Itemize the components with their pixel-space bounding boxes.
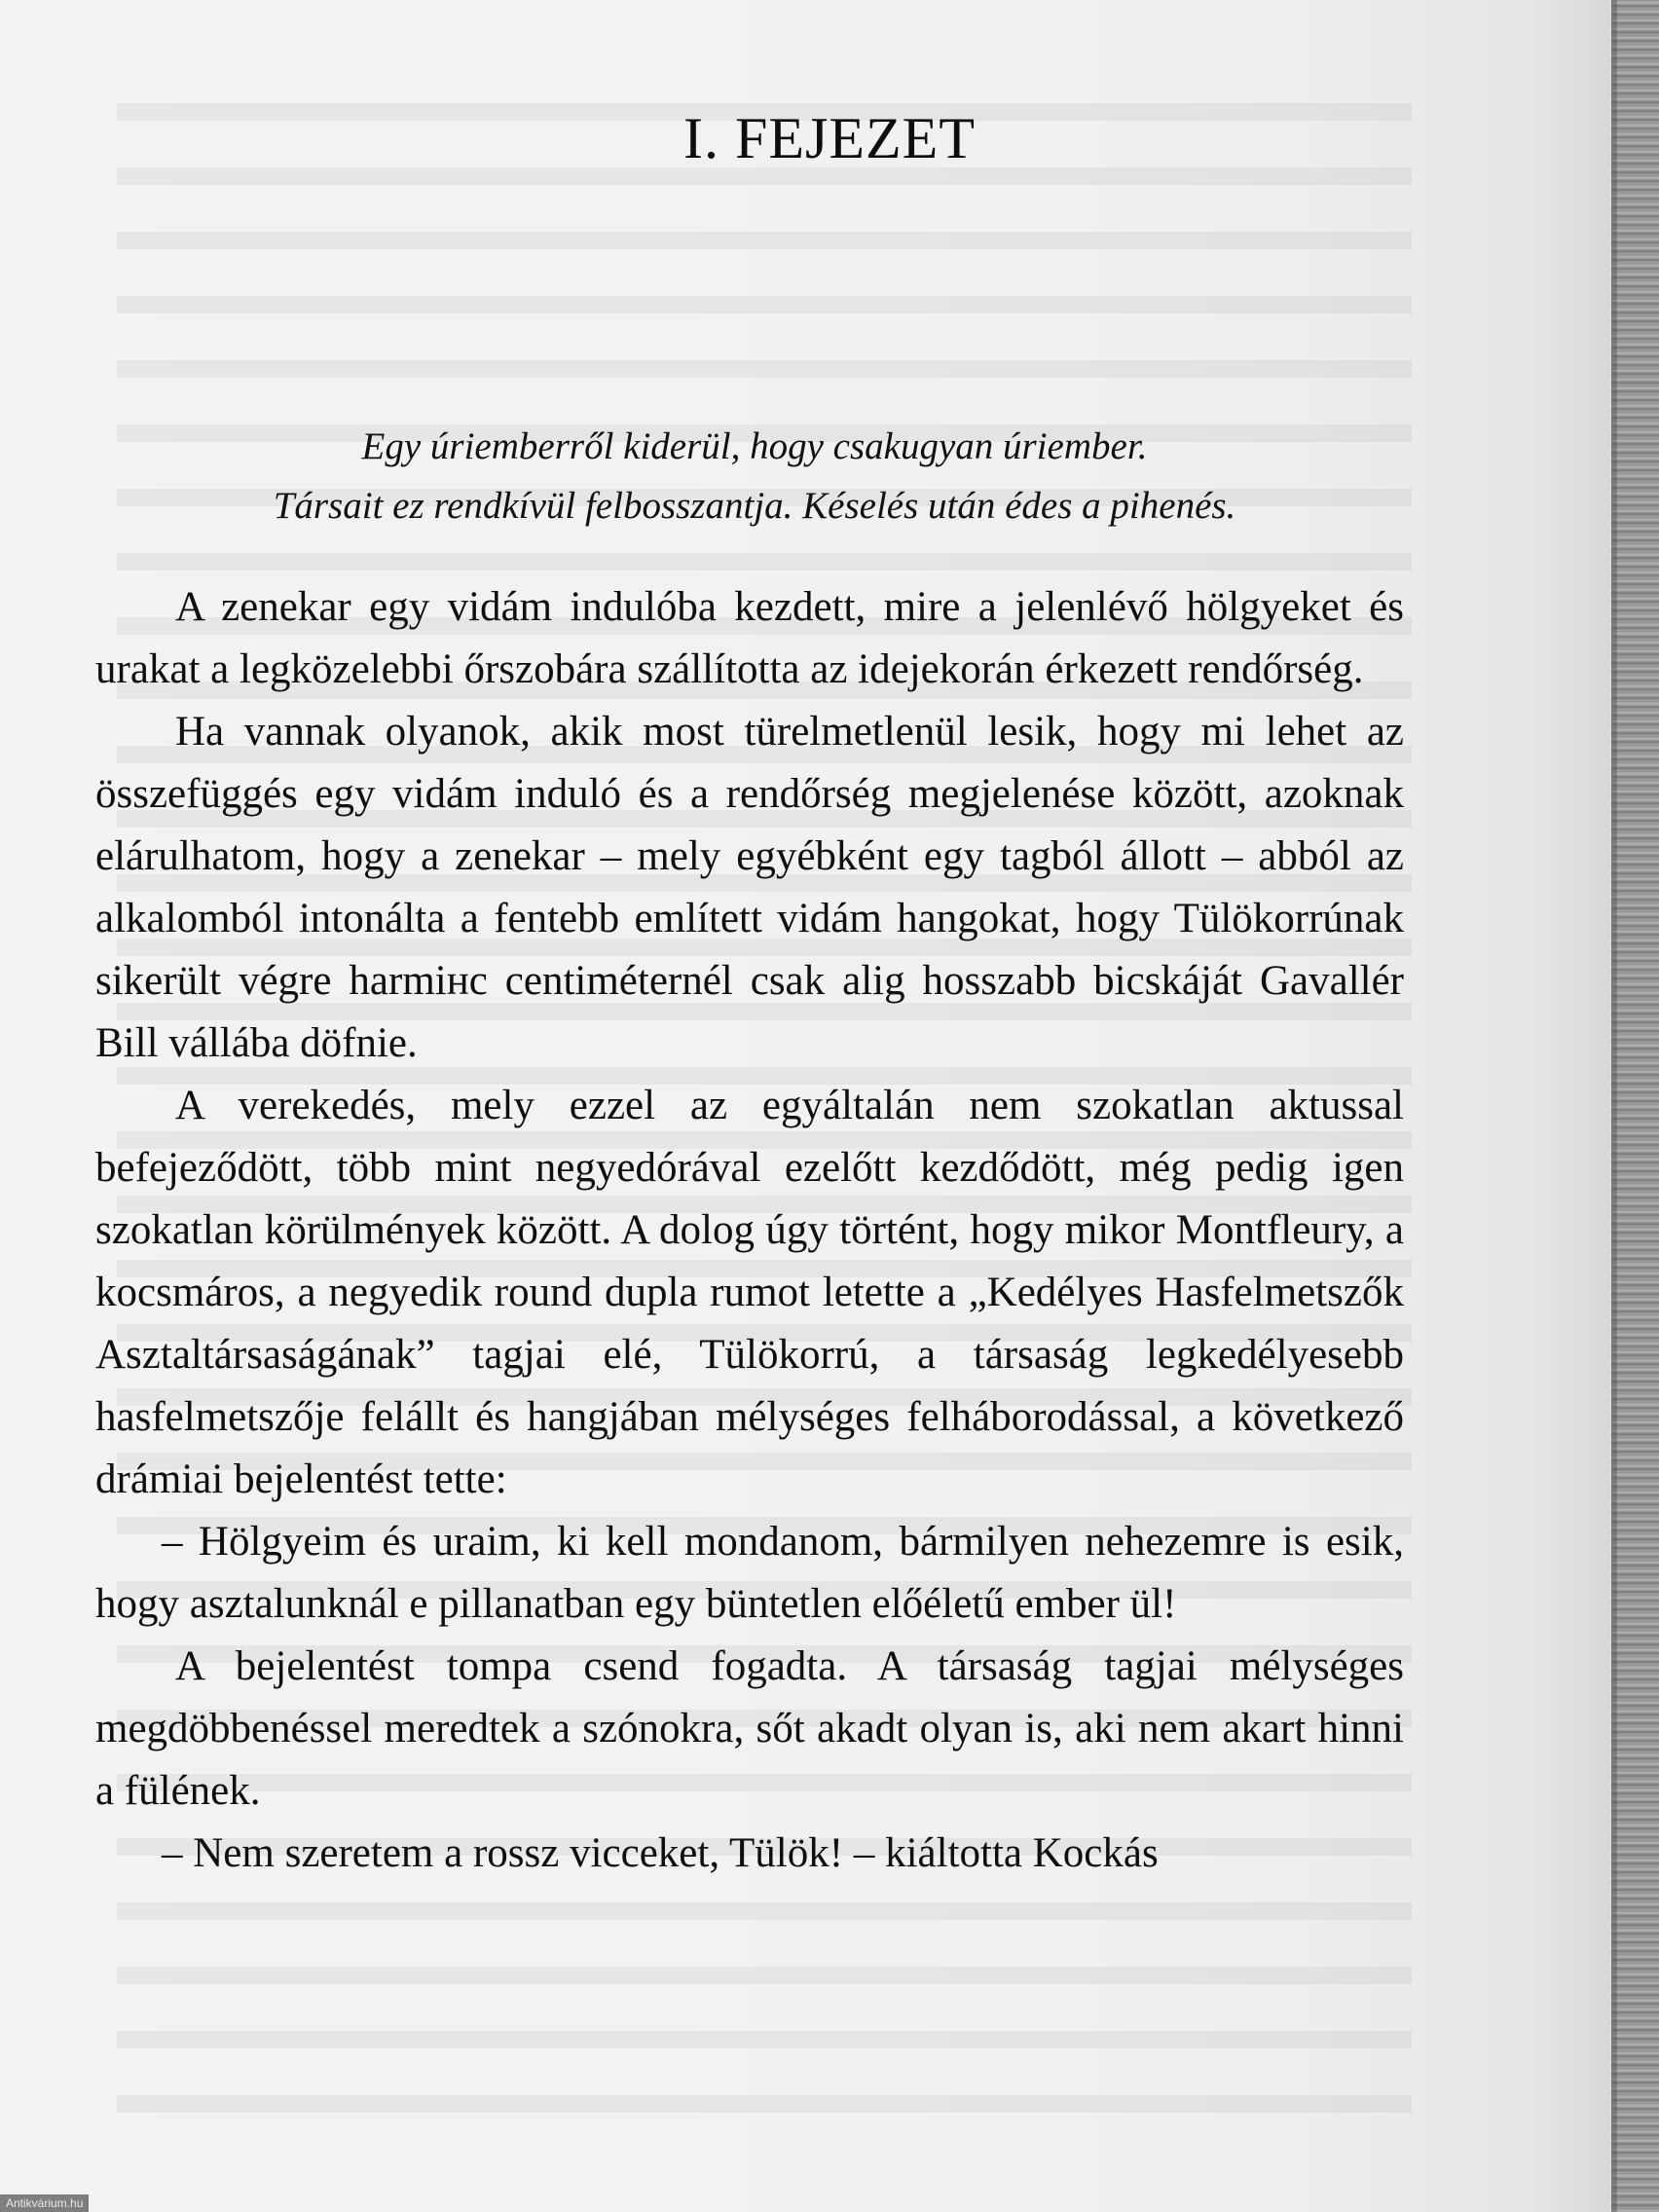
paragraph: A zenekar egy vidám indulóba kezdett, mire a jelenlévő hölgyeket és urakat a legközelebbi őrszobára szállította az idejekorán érkezett rendőrség. (95, 584, 1404, 692)
dialogue-paragraph: – Hölgyeim és uraim, ki kell mondanom, bármilyen nehezemre is esik, hogy asztalunknál e pillanatban egy büntetlen előéletű ember ül! (95, 1519, 1404, 1627)
watermark: Antikvárium.hu (0, 2194, 89, 2212)
epigraph-line: Egy úriemberről kiderül, hogy csakugyan úriember. (361, 425, 1148, 467)
paragraph: A verekedés, mely ezzel az egyáltalán nem szokatlan aktussal befejeződött, több mint negyedórával ezelőtt kezdődött, még pedig igen szokatlan körülmények között. A dolog úgy történt, hogy mikor Montfleury, a kocsmáros, a negyedik round dupla rumot letette a „Kedélyes Hasfelmetszők Asztaltársaságának” tagjai elé, Tülökorrú, a társaság legkedélyesebb hasfelmetszője felállt és hangjában mélységes felháborodással, a következő drámiai bejelentést tette: (95, 1083, 1404, 1502)
dialogue-paragraph: – Nem szeretem a rossz vicceket, Tülök! – kiáltotta Kockás (162, 1830, 1159, 1876)
paragraph: A bejelentést tompa csend fogadta. A társaság tagjai mélységes megdöbbenéssel meredtek a szónokra, sőt akadt olyan is, aki nem akart hinni a fülének. (95, 1643, 1404, 1814)
chapter-body (95, 576, 1404, 1885)
paragraph: Ha vannak olyanok, akik most türelmetlenül lesik, hogy mi lehet az összefüggés egy vidám induló és a rendőrség megjelenése között, azoknak elárulhatom, hogy a zenekar – mely egyébként egy tagból állott – abból az alkalomból intonálta a fentebb említett vidám hangokat, hogy Tülökorrúnak sikerült végre harmінc centiméternél csak alig hosszabb bicskáját Gavallér Bill vállába döfnie. (95, 709, 1404, 1066)
chapter-title: I. FEJEZET (683, 106, 976, 170)
page-stack-edge (1611, 0, 1659, 2212)
epigraph-line: Társait ez rendkívül felbosszantja. Késelés után édes a pihenés. (273, 485, 1236, 527)
chapter-epigraph (136, 417, 1373, 535)
